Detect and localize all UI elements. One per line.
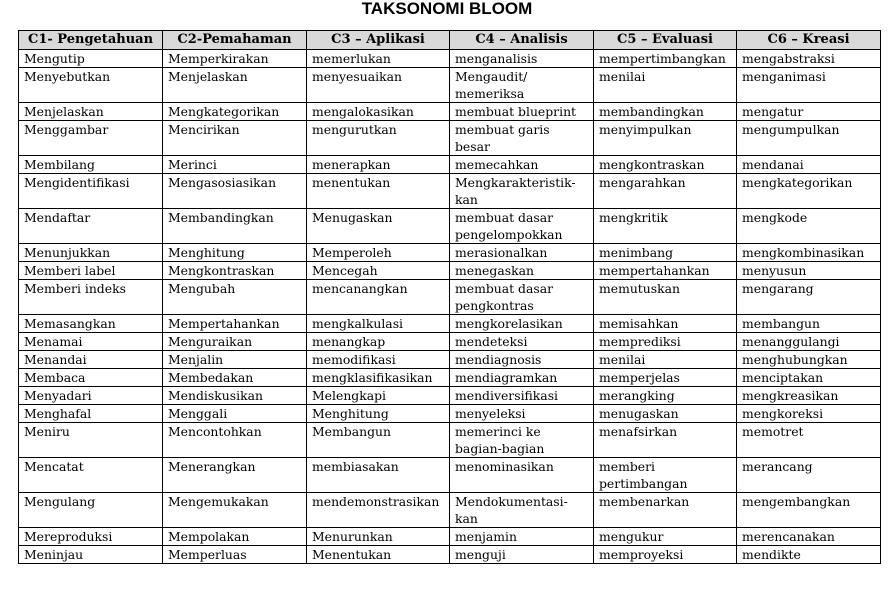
- table-cell-c5: memisahkan: [594, 315, 737, 333]
- table-cell-c4: Mengkarakteristik- kan: [450, 174, 594, 209]
- table-cell-c5: menilai: [594, 68, 737, 103]
- table-cell-c2: Mempertahankan: [163, 315, 307, 333]
- table-cell-c4: membuat dasar pengkontras: [450, 280, 594, 315]
- table-row: [19, 121, 881, 156]
- page-title: TAKSONOMI BLOOM: [361, 0, 533, 18]
- table-cell-c3: mendemonstrasikan: [307, 493, 450, 528]
- table-cell-c4: menguji: [450, 546, 594, 564]
- table-cell-c1: Menyebutkan: [19, 68, 163, 103]
- table-cell-c5: memproyeksi: [594, 546, 737, 564]
- table-row: [19, 493, 881, 528]
- table-cell-c4: mendiagramkan: [450, 369, 594, 387]
- table-row: [19, 333, 881, 351]
- column-header-c5: C5 – Evaluasi: [594, 31, 737, 50]
- table-cell-c1: Mengulang: [19, 493, 163, 528]
- table-cell-c3: Menentukan: [307, 546, 450, 564]
- table-cell-c5: mengukur: [594, 528, 737, 546]
- table-cell-c4: menegaskan: [450, 262, 594, 280]
- table-cell-c1: Membilang: [19, 156, 163, 174]
- table-cell-c5: mempertimbangkan: [594, 50, 737, 68]
- table-cell-c6: menanggulangi: [737, 333, 881, 351]
- table-cell-c1: Menghafal: [19, 405, 163, 423]
- table-cell-c2: Menjelaskan: [163, 68, 307, 103]
- table-cell-c2: Memperkirakan: [163, 50, 307, 68]
- table-row: [19, 50, 881, 68]
- table-row: [19, 351, 881, 369]
- table-cell-c4: membuat garis besar: [450, 121, 594, 156]
- table-cell-c5: memprediksi: [594, 333, 737, 351]
- table-cell-c2: Mendiskusikan: [163, 387, 307, 405]
- table-cell-c4: menominasikan: [450, 458, 594, 493]
- table-cell-c1: Meninjau: [19, 546, 163, 564]
- table-cell-c3: menerapkan: [307, 156, 450, 174]
- table-cell-c2: Mencontohkan: [163, 423, 307, 458]
- table-cell-c5: menilai: [594, 351, 737, 369]
- table-cell-c6: mengkategorikan: [737, 174, 881, 209]
- table-row: [19, 369, 881, 387]
- table-cell-c2: Membedakan: [163, 369, 307, 387]
- table-cell-c2: Menerangkan: [163, 458, 307, 493]
- table-cell-c5: mengkritik: [594, 209, 737, 244]
- table-cell-c2: Menghitung: [163, 244, 307, 262]
- table-cell-c5: menugaskan: [594, 405, 737, 423]
- table-cell-c3: mencanangkan: [307, 280, 450, 315]
- table-cell-c6: menciptakan: [737, 369, 881, 387]
- table-cell-c1: Menggambar: [19, 121, 163, 156]
- table-cell-c1: Menjelaskan: [19, 103, 163, 121]
- table-cell-c1: Membaca: [19, 369, 163, 387]
- table-cell-c6: menganimasi: [737, 68, 881, 103]
- table-cell-c1: Memasangkan: [19, 315, 163, 333]
- table-cell-c3: membiasakan: [307, 458, 450, 493]
- table-cell-c4: menyeleksi: [450, 405, 594, 423]
- table-cell-c3: Menghitung: [307, 405, 450, 423]
- column-header-c1: C1- Pengetahuan: [19, 31, 163, 50]
- table-cell-c1: Menandai: [19, 351, 163, 369]
- table-cell-c4: menganalisis: [450, 50, 594, 68]
- table-row: [19, 405, 881, 423]
- table-cell-c5: memberi pertimbangan: [594, 458, 737, 493]
- table-cell-c6: mengabstraksi: [737, 50, 881, 68]
- table-cell-c6: mengumpulkan: [737, 121, 881, 156]
- table-cell-c2: Merinci: [163, 156, 307, 174]
- table-cell-c4: mendiagnosis: [450, 351, 594, 369]
- table-cell-c5: mengarahkan: [594, 174, 737, 209]
- table-cell-c3: Memperoleh: [307, 244, 450, 262]
- table-row: [19, 174, 881, 209]
- table-cell-c2: Menjalin: [163, 351, 307, 369]
- table-cell-c6: mengarang: [737, 280, 881, 315]
- table-cell-c2: Menggali: [163, 405, 307, 423]
- table-cell-c3: mengalokasikan: [307, 103, 450, 121]
- table-body: [19, 50, 881, 564]
- table-cell-c1: Mengutip: [19, 50, 163, 68]
- table-cell-c2: Memperluas: [163, 546, 307, 564]
- table-cell-c4: Mendokumentasi- kan: [450, 493, 594, 528]
- table-cell-c1: Mereproduksi: [19, 528, 163, 546]
- table-cell-c4: memerinci ke bagian-bagian: [450, 423, 594, 458]
- table-cell-c5: menafsirkan: [594, 423, 737, 458]
- column-header-c6: C6 – Kreasi: [737, 31, 881, 50]
- table-cell-c4: mendiversifikasi: [450, 387, 594, 405]
- table-cell-c2: Menguraikan: [163, 333, 307, 351]
- table-cell-c6: mengkoreksi: [737, 405, 881, 423]
- table-cell-c6: menghubungkan: [737, 351, 881, 369]
- table-cell-c5: menimbang: [594, 244, 737, 262]
- table-cell-c4: mengkorelasikan: [450, 315, 594, 333]
- table-cell-c6: mendikte: [737, 546, 881, 564]
- table-cell-c6: mendanai: [737, 156, 881, 174]
- table-cell-c3: menangkap: [307, 333, 450, 351]
- table-cell-c2: Mengemukakan: [163, 493, 307, 528]
- table-cell-c5: mempertahankan: [594, 262, 737, 280]
- table-cell-c6: mengkode: [737, 209, 881, 244]
- table-cell-c3: mengurutkan: [307, 121, 450, 156]
- table-cell-c2: Mempolakan: [163, 528, 307, 546]
- table-row: [19, 156, 881, 174]
- table-cell-c3: Melengkapi: [307, 387, 450, 405]
- table-cell-c6: mengkreasikan: [737, 387, 881, 405]
- table-row: [19, 244, 881, 262]
- table-row: [19, 209, 881, 244]
- table-row: [19, 423, 881, 458]
- column-header-c3: C3 – Aplikasi: [307, 31, 450, 50]
- table-cell-c4: memecahkan: [450, 156, 594, 174]
- table-cell-c3: Menurunkan: [307, 528, 450, 546]
- table-cell-c1: Meniru: [19, 423, 163, 458]
- table-row: [19, 387, 881, 405]
- table-cell-c5: menyimpulkan: [594, 121, 737, 156]
- table-cell-c1: Mencatat: [19, 458, 163, 493]
- table-cell-c2: Mengubah: [163, 280, 307, 315]
- table-cell-c3: menyesuaikan: [307, 68, 450, 103]
- table-cell-c2: Mengasosiasikan: [163, 174, 307, 209]
- table-cell-c4: merasionalkan: [450, 244, 594, 262]
- table-cell-c1: Menamai: [19, 333, 163, 351]
- table-cell-c3: menentukan: [307, 174, 450, 209]
- table-cell-c4: membuat blueprint: [450, 103, 594, 121]
- table-cell-c3: Mencegah: [307, 262, 450, 280]
- table-cell-c6: merancang: [737, 458, 881, 493]
- table-cell-c2: Membandingkan: [163, 209, 307, 244]
- table-cell-c2: Mencirikan: [163, 121, 307, 156]
- table-cell-c5: membenarkan: [594, 493, 737, 528]
- column-header-c4: C4 – Analisis: [450, 31, 594, 50]
- table-cell-c6: mengkombinasikan: [737, 244, 881, 262]
- bloom-taxonomy-table: [18, 30, 881, 564]
- table-cell-c6: menyusun: [737, 262, 881, 280]
- table-row: [19, 458, 881, 493]
- table-cell-c5: memperjelas: [594, 369, 737, 387]
- table-cell-c2: Mengkategorikan: [163, 103, 307, 121]
- table-cell-c6: membangun: [737, 315, 881, 333]
- table-cell-c5: memutuskan: [594, 280, 737, 315]
- table-cell-c1: Menyadari: [19, 387, 163, 405]
- table-row: [19, 280, 881, 315]
- table-cell-c3: mengklasifikasikan: [307, 369, 450, 387]
- table-cell-c4: Mengaudit/ memeriksa: [450, 68, 594, 103]
- table-cell-c6: mengembangkan: [737, 493, 881, 528]
- header-row: [19, 31, 881, 50]
- table-cell-c4: membuat dasar pengelompokkan: [450, 209, 594, 244]
- table-cell-c6: merencanakan: [737, 528, 881, 546]
- table-cell-c3: Membangun: [307, 423, 450, 458]
- table-cell-c1: Memberi label: [19, 262, 163, 280]
- table-row: [19, 528, 881, 546]
- table-cell-c3: memerlukan: [307, 50, 450, 68]
- table-cell-c1: Mendaftar: [19, 209, 163, 244]
- table-row: [19, 546, 881, 564]
- table-cell-c3: mengkalkulasi: [307, 315, 450, 333]
- table-cell-c3: memodifikasi: [307, 351, 450, 369]
- table-cell-c2: Mengkontraskan: [163, 262, 307, 280]
- table-row: [19, 103, 881, 121]
- table-cell-c4: menjamin: [450, 528, 594, 546]
- table-cell-c5: mengkontraskan: [594, 156, 737, 174]
- table-cell-c4: mendeteksi: [450, 333, 594, 351]
- table-cell-c3: Menugaskan: [307, 209, 450, 244]
- table-row: [19, 315, 881, 333]
- table-row: [19, 68, 881, 103]
- column-header-c2: C2-Pemahaman: [163, 31, 307, 50]
- table-cell-c6: mengatur: [737, 103, 881, 121]
- table-cell-c5: merangking: [594, 387, 737, 405]
- table-cell-c5: membandingkan: [594, 103, 737, 121]
- table-row: [19, 262, 881, 280]
- table-cell-c1: Menunjukkan: [19, 244, 163, 262]
- table-cell-c6: memotret: [737, 423, 881, 458]
- table-cell-c1: Mengidentifikasi: [19, 174, 163, 209]
- table-cell-c1: Memberi indeks: [19, 280, 163, 315]
